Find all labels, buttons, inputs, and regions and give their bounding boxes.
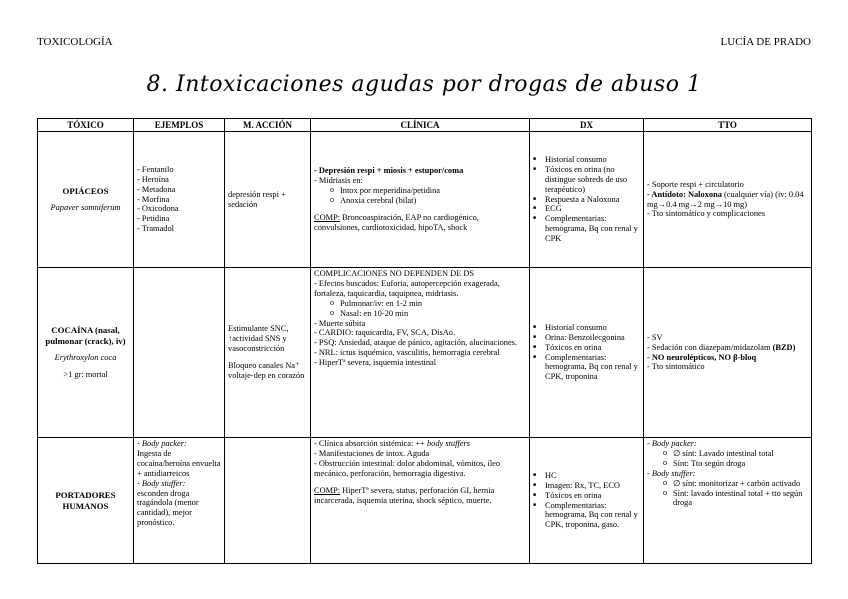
list-item: ■ Historial consumo <box>545 155 640 165</box>
clinica-line: - Efectos buscados: Euforia, autopercepción exagerada, fortaleza, taquicardia, taquipnea, midriasis. <box>314 278 500 298</box>
header-left: TOXICOLOGÍA <box>37 36 113 48</box>
cell-tto <box>644 268 812 438</box>
ejemplo-item: - Morfina <box>137 194 170 204</box>
clinica-line <box>314 439 526 449</box>
tto-line: - Body stuffer: <box>647 468 696 478</box>
col-dx: DX <box>530 119 644 132</box>
tto-line: - SV <box>647 332 663 342</box>
list-item: ■ Tóxicos en orina <box>545 343 640 353</box>
clinica-comp <box>314 213 526 233</box>
col-ejemplos: EJEMPLOS <box>134 119 225 132</box>
ejemplo-item: - Petidina <box>137 214 170 224</box>
cell-tto <box>644 438 812 564</box>
tto-text: - Sedación con diazepam/midazolam <box>647 342 771 352</box>
tto-line: - Tto sintomático y complicaciones <box>647 209 765 219</box>
col-toxico: TÓXICO <box>38 119 134 132</box>
toxico-name: COCAÍNA (nasal, pulmonar (crack), iv) <box>45 325 126 346</box>
clinica-line: - NRL: ictus isquémico, vasculitis, hemorragia cerebral <box>314 348 500 358</box>
list-item: ■ Complementarias: hemograma, Bq con renal y CPK <box>545 214 640 244</box>
dx-list <box>533 155 640 244</box>
tto-line <box>647 190 808 210</box>
ejemplo-text: Ingesta de cocaína/heroína envuelta + antidiarreicos <box>137 448 221 478</box>
list-item: o Sínt: lavado intestinal total + tto según droga <box>663 489 808 509</box>
accion-text: Estimulante SNC, ↑actividad SNS y vasoconstricción <box>228 324 289 354</box>
cell-toxico <box>38 438 134 564</box>
list-item: ■ Orina: Benzoilecgonina <box>545 333 640 343</box>
cell-tto <box>644 132 812 268</box>
cell-ejemplos <box>134 268 225 438</box>
ejemplo-item: - Metadona <box>137 184 176 194</box>
clinica-line: - Muerte súbita <box>314 318 366 328</box>
list-item: o Intox por meperidina/petidina <box>330 186 526 196</box>
ejemplo-item: - Tramadol <box>137 224 174 234</box>
cell-toxico <box>38 268 134 438</box>
ejemplo-item: - Oxicodona <box>137 204 179 214</box>
clinica-line: - CARDIO: taquicardia, FV, SCA, DisAo. <box>314 328 456 338</box>
clinica-italic: body stuffers <box>426 439 470 448</box>
tto-line: - Body packer: <box>647 439 697 448</box>
ejemplo-item: - Fentanilo <box>137 164 174 174</box>
comp-text: Broncoaspiración, EAP no cardiogénico, convulsiones, cardiotoxicidad, hipoTA, shock <box>314 212 479 232</box>
table-row <box>38 438 812 564</box>
list-item: ■ Complementarias: hemograma, Bq con renal y CPK, troponina, gaso. <box>545 501 640 531</box>
clinica-sublist <box>330 299 526 319</box>
tto-sublist <box>663 479 808 509</box>
accion-text: Bloqueo canales Na⁺ voltaje-dep en corazón <box>228 360 305 380</box>
toxico-extra: >1 gr: mortal <box>63 369 108 379</box>
dx-list <box>533 323 640 382</box>
ejemplo-label: Body packer: <box>141 439 187 448</box>
clinica-line: - Obstrucción intestinal: dolor abdominal, vómitos, íleo mecánico, perforación, hemorragia digestiva. <box>314 458 501 478</box>
clinica-sublist <box>330 186 526 206</box>
clinica-text: - Clínica absorción sistémica: ++ <box>314 439 427 448</box>
list-item: ■ ECG <box>545 204 640 214</box>
cell-accion <box>225 268 311 438</box>
list-item: o Anoxia cerebral (bilat) <box>330 196 526 206</box>
cell-dx <box>530 438 644 564</box>
cell-dx <box>530 268 644 438</box>
cell-clinica <box>311 438 530 564</box>
tto-label: Body packer: <box>651 439 697 448</box>
list-item: ■ Complementarias: hemograma, Bq con renal y CPK, troponina <box>545 353 640 383</box>
cell-ejemplos <box>134 132 225 268</box>
clinica-line: - Manifestaciones de intox. Aguda <box>314 448 430 458</box>
ejemplo-item: - Body stuffer: <box>137 478 186 488</box>
tox-table <box>37 118 812 564</box>
cell-accion <box>225 132 311 268</box>
toxico-sub: Papaver somniferum <box>50 203 121 213</box>
list-item: o ∅ sínt: monitorizar + carbón activado <box>663 479 808 489</box>
list-item: o Pulmonar/iv: en 1-2 min <box>330 299 526 309</box>
list-item: o ∅ sínt: Lavado intestinal total <box>663 449 808 459</box>
comp-label: COMP: <box>314 485 341 495</box>
ejemplo-label: Body stuffer: <box>141 478 186 488</box>
cell-ejemplos <box>134 438 225 564</box>
col-clinica: CLÍNICA <box>311 119 530 132</box>
tto-line: - NO neurolépticos, NO β-bloq <box>647 352 757 362</box>
tto-line: - Soporte respi + circulatorio <box>647 179 744 189</box>
col-accion: M. ACCIÓN <box>225 119 311 132</box>
tto-text: (cualquier vía) (iv: 0.04 mg→0.4 mg→2 mg→10 mg) <box>647 189 804 209</box>
ejemplo-item: - Body packer: <box>137 439 187 448</box>
list-item: ■ HC <box>545 471 640 481</box>
cell-dx <box>530 132 644 268</box>
clinica-line: - HiperTª severa, isquemia intestinal <box>314 358 437 368</box>
list-item: ■ Respuesta a Naloxona <box>545 195 640 205</box>
table-header-row <box>38 119 812 132</box>
ejemplo-item: - Heroína <box>137 174 169 184</box>
list-item: ■ Tóxicos en orina <box>545 491 640 501</box>
cell-accion <box>225 438 311 564</box>
tto-bold: - Antídoto: Naloxona <box>647 189 722 199</box>
clinica-line: - Midriasis en: <box>314 176 363 186</box>
comp-text: HiperTª severa, status, perforación GI, hernia incarcerada, isquemia uterina, shock séptico, muerte. <box>314 485 495 505</box>
tto-line: - Tto sintomático <box>647 362 705 372</box>
clinica-line: - PSQ: Ansiedad, ataque de pánico, agitación, alucinaciones. <box>314 338 518 348</box>
list-item: ■ Historial consumo <box>545 323 640 333</box>
cell-clinica <box>311 132 530 268</box>
list-item: ■ Tóxicos en orina (no distingue sobreds de uso terapéutico) <box>545 165 640 195</box>
toxico-sub: Erythroxylon coca <box>54 352 117 362</box>
dx-list <box>533 471 640 530</box>
list-item: ■ Imagen: Rx, TC, ECO <box>545 481 640 491</box>
accion-text: depresión respi + sedación <box>228 189 286 209</box>
clinica-comp <box>314 486 526 506</box>
header-right: LUCÍA DE PRADO <box>720 36 811 48</box>
tto-sublist <box>663 449 808 469</box>
tto-bold: (BZD) <box>770 342 796 352</box>
clinica-line: - Depresión respi + miosis + estupor/coma <box>314 166 464 176</box>
page-title: 8. Intoxicaciones agudas por drogas de abuso 1 <box>146 72 702 97</box>
ejemplo-text: esconden droga tragándola (menor cantidad), mejor pronóstico. <box>137 488 199 528</box>
col-tto: TTO <box>644 119 812 132</box>
tto-line <box>647 343 808 353</box>
table-row <box>38 268 812 438</box>
comp-label: COMP: <box>314 212 341 222</box>
tto-label: Body stuffer: <box>651 468 696 478</box>
toxico-name: PORTADORES HUMANOS <box>55 490 116 511</box>
list-item: o Nasal: en 10-20 min <box>330 309 526 319</box>
cell-toxico <box>38 132 134 268</box>
table-row <box>38 132 812 268</box>
toxico-name: OPIÁCEOS <box>62 185 109 196</box>
clinica-line: COMPLICACIONES NO DEPENDEN DE DS <box>314 269 475 278</box>
list-item: o Sínt: Tto según droga <box>663 459 808 469</box>
cell-clinica <box>311 268 530 438</box>
